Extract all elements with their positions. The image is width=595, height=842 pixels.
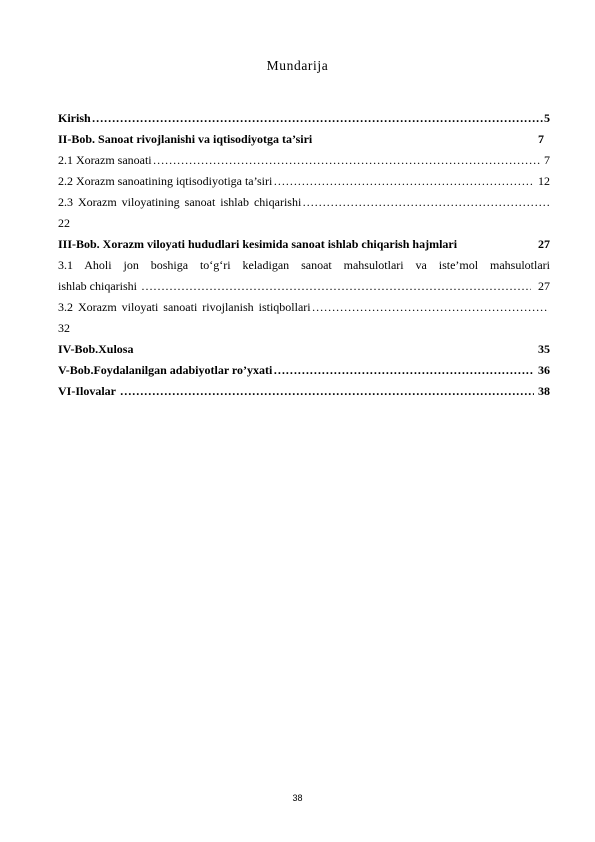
toc-leader-dots: [120, 381, 534, 402]
toc-entry-page: 7: [544, 153, 550, 167]
toc-entry-page: 27: [538, 237, 550, 251]
toc-entry-label: VI-Ilovalar: [58, 384, 119, 398]
toc-entry-label: III-Bob. Xorazm viloyati hududlari kesimida sanoat ishlab chiqarish hajmlari: [58, 237, 458, 251]
toc-leader-dots: [92, 108, 543, 129]
toc-entry-label: 2.3 Xorazm viloyatining sanoat ishlab chiqarishi: [58, 195, 302, 209]
toc-entry-3-1-cont[interactable]: [58, 276, 550, 297]
toc-entry-chapter-4[interactable]: [58, 339, 550, 360]
toc-entry-label: II-Bob. Sanoat rivojlanishi va iqtisodiyotga ta’siri: [58, 132, 313, 146]
toc-entry-label: Kirish: [58, 111, 91, 125]
toc-entry-page: 36: [538, 363, 550, 377]
toc-entry-kirish[interactable]: [58, 108, 550, 129]
toc-entry-page: 5: [544, 111, 550, 125]
page-title: Mundarija: [266, 58, 329, 73]
toc-entry-page: 12: [538, 174, 550, 188]
toc-leader-dots: [302, 192, 549, 213]
toc-entry-3-2-page: 32: [58, 321, 70, 335]
toc-entry-page: 27: [538, 279, 550, 293]
toc-leader-dots: [273, 171, 534, 192]
toc-entry-2-3-page: 22: [58, 216, 70, 230]
toc-leader-dots: [312, 297, 549, 318]
toc-entry-chapter-5[interactable]: [58, 360, 550, 381]
toc-entry-label: 3.2 Xorazm viloyati sanoati rivojlanish istiqbollari: [58, 300, 311, 314]
toc-entry-page: 38: [538, 384, 550, 398]
toc-entry-label: 2.1 Xorazm sanoati: [58, 153, 152, 167]
toc-entry-label-line2: ishlab chiqarishi: [58, 279, 137, 293]
toc-leader-dots: [273, 360, 534, 381]
toc-leader-dots: [153, 150, 540, 171]
toc-entry-3-1[interactable]: [58, 255, 550, 276]
toc-entry-page: 35: [538, 342, 550, 356]
page-number: 38: [292, 793, 303, 803]
table-of-contents: [58, 108, 550, 402]
toc-leader-dots: [141, 276, 531, 297]
toc-entry-3-2[interactable]: [58, 297, 550, 318]
toc-entry-label: IV-Bob.Xulosa: [58, 342, 134, 356]
toc-entry-2-1[interactable]: [58, 150, 550, 171]
toc-entry-chapter-3[interactable]: [58, 234, 550, 255]
toc-entry-label: 2.2 Xorazm sanoatining iqtisodiyotiga ta’siri: [58, 174, 273, 188]
toc-entry-2-3[interactable]: [58, 192, 550, 213]
toc-entry-2-2[interactable]: [58, 171, 550, 192]
toc-entry-label: V-Bob.Foydalanilgan adabiyotlar ro’yxati: [58, 363, 273, 377]
toc-entry-chapter-2[interactable]: [58, 129, 550, 150]
toc-entry-label-line1: 3.1 Aholi jon boshiga to‘g‘ri keladigan sanoat mahsulotlari va iste’mol mahsulotlari: [58, 258, 550, 272]
toc-entry-chapter-6[interactable]: [58, 381, 550, 402]
toc-entry-page: 7: [538, 132, 544, 146]
